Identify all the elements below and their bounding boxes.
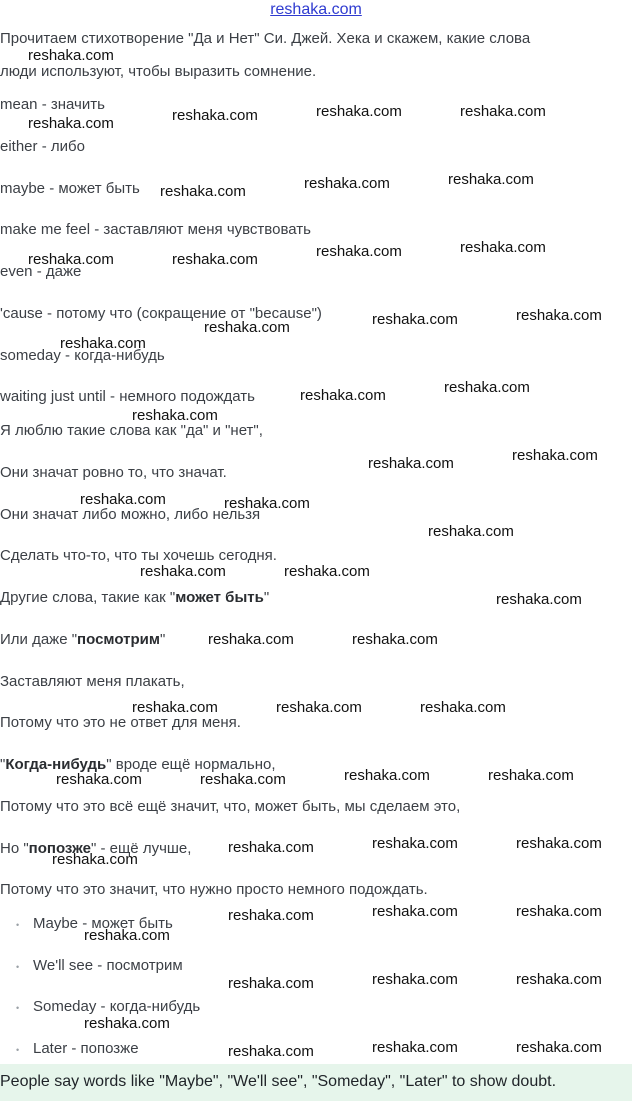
poem-line-6: [0, 631, 165, 649]
poem-line-11-pre: Но ": [0, 840, 29, 857]
poem-line-3: Они значат либо можно, либо нельзя: [0, 506, 261, 523]
watermark: reshaka.com: [84, 1015, 170, 1032]
answer-banner: [0, 1064, 632, 1101]
bullet-item-later: Later - попозже: [33, 1040, 139, 1057]
poem-line-5-post: ": [263, 589, 270, 606]
watermark: reshaka.com: [368, 455, 454, 472]
poem-line-9-pre: ": [0, 756, 6, 773]
bullet-dot-2: •: [16, 962, 20, 972]
poem-line-5-pre: Другие слова, такие как ": [0, 589, 176, 606]
watermark: reshaka.com: [132, 407, 218, 424]
watermark: reshaka.com: [228, 1043, 314, 1060]
bullet-dot-4: •: [16, 1045, 20, 1055]
poem-line-9-bold: Когда-нибудь: [5, 756, 107, 773]
watermark: reshaka.com: [284, 563, 370, 580]
poem-line-4: Сделать что-то, что ты хочешь сегодня.: [0, 547, 277, 564]
watermark: reshaka.com: [344, 767, 430, 784]
poem-line-8: Потому что это не ответ для меня.: [0, 714, 241, 731]
poem-line-7: Заставляют меня плакать,: [0, 673, 185, 690]
watermark: reshaka.com: [200, 771, 286, 788]
watermark: reshaka.com: [316, 243, 402, 260]
watermark: reshaka.com: [208, 631, 294, 648]
watermark: reshaka.com: [444, 379, 530, 396]
watermark: reshaka.com: [372, 835, 458, 852]
watermark: reshaka.com: [372, 311, 458, 328]
watermark: reshaka.com: [372, 1039, 458, 1056]
poem-line-6-post: ": [159, 631, 166, 648]
watermark: reshaka.com: [516, 1039, 602, 1056]
watermark: reshaka.com: [516, 835, 602, 852]
intro-line-1: Прочитаем стихотворение "Да и Нет" Си. Джей. Хека и скажем, какие слова: [0, 30, 531, 47]
intro-line-2: люди используют, чтобы выразить сомнение.: [0, 63, 317, 80]
bullet-item-well-see: We'll see - посмотрим: [33, 957, 183, 974]
poem-line-2: Они значат ровно то, что значат.: [0, 464, 227, 481]
poem-line-11-bold: попозже: [28, 840, 91, 857]
watermark: reshaka.com: [304, 175, 390, 192]
watermark: reshaka.com: [132, 699, 218, 716]
watermark: reshaka.com: [516, 903, 602, 920]
poem-line-5: [0, 589, 269, 607]
watermark: reshaka.com: [28, 47, 114, 64]
bullet-dot-1: •: [16, 920, 20, 930]
watermark: reshaka.com: [420, 699, 506, 716]
watermark: reshaka.com: [460, 239, 546, 256]
watermark: reshaka.com: [84, 927, 170, 944]
poem-line-6-bold: посмотрим: [77, 631, 160, 648]
watermark: reshaka.com: [496, 591, 582, 608]
watermark: reshaka.com: [224, 495, 310, 512]
watermark: reshaka.com: [56, 771, 142, 788]
poem-line-6-pre: Или даже ": [0, 631, 78, 648]
watermark: reshaka.com: [300, 387, 386, 404]
vocab-item-waiting: waiting just until - немного подождать: [0, 388, 255, 405]
watermark: reshaka.com: [448, 171, 534, 188]
watermark: reshaka.com: [60, 335, 146, 352]
site-header-link[interactable]: reshaka.com: [270, 1, 362, 18]
watermark: reshaka.com: [352, 631, 438, 648]
poem-line-12: Потому что это значит, что нужно просто немного подождать.: [0, 881, 428, 898]
watermark: reshaka.com: [512, 447, 598, 464]
watermark: reshaka.com: [372, 903, 458, 920]
vocab-item-even: even - даже: [0, 263, 82, 280]
bullet-item-maybe: Maybe - может быть: [33, 915, 173, 932]
poem-line-5-bold: может быть: [175, 589, 264, 606]
watermark: reshaka.com: [140, 563, 226, 580]
watermark: reshaka.com: [172, 107, 258, 124]
watermark: reshaka.com: [316, 103, 402, 120]
watermark: reshaka.com: [488, 767, 574, 784]
watermark: reshaka.com: [372, 971, 458, 988]
vocab-item-make-me-feel: make me feel - заставляют меня чувствовать: [0, 221, 311, 238]
watermark: reshaka.com: [276, 699, 362, 716]
watermark: reshaka.com: [172, 251, 258, 268]
watermark: reshaka.com: [228, 975, 314, 992]
watermark: reshaka.com: [228, 907, 314, 924]
watermark: reshaka.com: [80, 491, 166, 508]
watermark: reshaka.com: [428, 523, 514, 540]
vocab-item-maybe: maybe - может быть: [0, 180, 140, 197]
poem-line-10: Потому что это всё ещё значит, что, может быть, мы сделаем это,: [0, 798, 461, 815]
watermark: reshaka.com: [28, 115, 114, 132]
watermark: reshaka.com: [516, 971, 602, 988]
vocab-item-cause: 'cause - потому что (сокращение от "because"): [0, 305, 322, 322]
watermark: reshaka.com: [516, 307, 602, 324]
watermark: reshaka.com: [460, 103, 546, 120]
watermark: reshaka.com: [28, 251, 114, 268]
answer-text: People say words like "Maybe", "We'll see", "Someday", "Later" to show doubt.: [0, 1073, 557, 1090]
bullet-dot-3: •: [16, 1003, 20, 1013]
watermark: reshaka.com: [52, 851, 138, 868]
watermark: reshaka.com: [204, 319, 290, 336]
poem-line-9-post: " вроде ещё нормально,: [106, 756, 276, 773]
watermark: reshaka.com: [228, 839, 314, 856]
bullet-item-someday: Someday - когда-нибудь: [33, 998, 201, 1015]
vocab-item-either: either - либо: [0, 138, 85, 155]
vocab-item-mean: mean - значить: [0, 96, 105, 113]
watermark: reshaka.com: [160, 183, 246, 200]
poem-line-11-post: " - ещё лучше,: [90, 840, 192, 857]
poem-line-1: Я люблю такие слова как "да" и "нет",: [0, 422, 263, 439]
vocab-item-someday: someday - когда-нибудь: [0, 347, 165, 364]
